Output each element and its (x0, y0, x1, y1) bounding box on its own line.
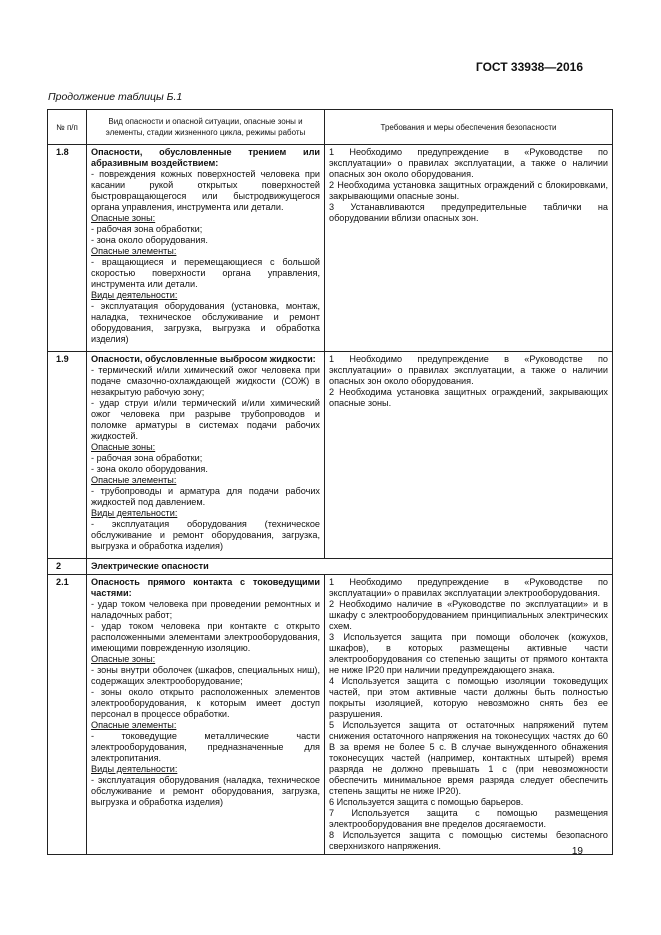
zones-text: - рабочая зона обработки; - зона около оборудования. (91, 453, 208, 474)
hazard-title: Опасности, обусловленные трением или абразивным воздействием: (91, 147, 320, 168)
zones-label: Опасные зоны: (91, 213, 156, 223)
elements-label: Опасные элементы: (91, 720, 177, 730)
hazard-title: Опасности, обусловленные выбросом жидкости: (91, 354, 316, 364)
row-number: 1.9 (48, 352, 87, 559)
elements-text: - вращающиеся и перемещающиеся с большой скоростью поверхности органа управления, инструмента или детали. (91, 257, 320, 289)
elements-label: Опасные элементы: (91, 246, 177, 256)
activity-text: - эксплуатация оборудования (техническое обслуживание и ремонт оборудования, загрузка, выгрузка и обработка изделия) (91, 519, 320, 551)
safety-requirements: 1 Необходимо предупреждение в «Руководстве по эксплуатации» о правилах эксплуатации, а также о наличии опасных зон около оборудования. 2 Необходима установка защитных ограждений с блокировками, закрывающими опасные зоны. 3 Устанавливаются предупредительные таблички на оборудовании вблизи опасных зон. (325, 145, 613, 352)
table-row (48, 145, 613, 352)
document-code: ГОСТ 33938—2016 (475, 60, 583, 74)
section-number: 2 (48, 559, 87, 575)
activity-text: - эксплуатация оборудования (наладка, техническое обслуживание и ремонт оборудования, загрузка, выгрузка и обработка изделия) (91, 775, 320, 807)
safety-requirements: 1 Необходимо предупреждение в «Руководстве по эксплуатации» о правилах эксплуатации электрооборудования. 2 Необходимо наличие в «Руководстве по эксплуатации» и в шкафу с электрооборудованием принципиальных электрических схем. 3 Используется защита при помощи оболочек (кожухов, шкафов), в которых размещены активные части электрооборудования со степенью защиты от прямого контакта не ниже IP20 при наличии предупреждающего знака. 4 Используется защита с помощью изоляции токоведущих частей, при этом активные части должны быть полностью покрыты изоляцией, которую невозможно снять без ее разрушения. 5 Используется защита от остаточных напряжений путем снижения остаточного напряжения на токонесущих частях до 60 В за время не более 5 с. В случае вынужденного обнажения токонесущих частей (например, контактных штырей) время разряда не должно превышать 1 с (при невозможности обеспечить минимальное время разряда следует обеспечить степень защиты не ниже IP20). 6 Используется защита с помощью барьеров. 7 Используется защита с помощью размещения электрооборудования вне пределов досягаемости. 8 Используется защита с помощью системы безопасного сверхнизкого напряжения. (325, 575, 613, 855)
row-number: 1.8 (48, 145, 87, 352)
hazard-situation: - удар током человека при проведении ремонтных и наладочных работ; - удар током человека при контакте с открыто расположенными элементами электрооборудования, имеющими поврежденную изоляцию. (91, 599, 320, 653)
activity-text: - эксплуатация оборудования (установка, монтаж, наладка, техническое обслуживание и ремонт оборудования, загрузка, выгрузка и обработка изделия) (91, 301, 320, 344)
col-header-req: Требования и меры обеспечения безопасности (325, 110, 613, 145)
zones-label: Опасные зоны: (91, 654, 156, 664)
safety-requirements: 1 Необходимо предупреждение в «Руководстве по эксплуатации» о правилах эксплуатации, а также о наличии опасных зон около оборудования. 2 Необходима установка защитных ограждений, закрывающих опасные зоны. (325, 352, 613, 559)
col-header-num: № п/п (48, 110, 87, 145)
table-caption: Продолжение таблицы Б.1 (48, 91, 183, 103)
page-number: 19 (571, 846, 583, 857)
hazards-table (47, 109, 613, 855)
zones-label: Опасные зоны: (91, 442, 156, 452)
hazard-description (87, 145, 325, 352)
section-row (48, 559, 613, 575)
elements-text: - трубопроводы и арматура для подачи рабочих жидкостей под давлением. (91, 486, 320, 507)
col-header-desc: Вид опасности и опасной ситуации, опасные зоны и элементы, стадии жизненного цикла, режимы работы (87, 110, 325, 145)
zones-text: - рабочая зона обработки; - зона около оборудования. (91, 224, 208, 245)
hazard-description (87, 575, 325, 855)
zones-text: - зоны внутри оболочек (шкафов, специальных ниш), содержащих электрооборудование; - зоны около открыто расположенных элементов электрооборудования, к которым имеет доступ персонал в процессе обработки. (91, 665, 320, 719)
table-row (48, 352, 613, 559)
hazard-situation: - термический и/или химический ожог человека при подаче смазочно-охлаждающей жидкости (СОЖ) в незакрытую рабочую зону; - удар струи и/или термический и/или химический ожог человека при разрыве трубопроводов и поломке арматуры в системах подачи рабочих жидкостей. (91, 365, 320, 441)
table-row (48, 575, 613, 855)
elements-label: Опасные элементы: (91, 475, 177, 485)
row-number: 2.1 (48, 575, 87, 855)
table-header-row (48, 110, 613, 145)
activity-label: Виды деятельности: (91, 290, 178, 300)
elements-text: - токоведущие металлические части электрооборудования, предназначенные для электропитания. (91, 731, 320, 763)
activity-label: Виды деятельности: (91, 508, 178, 518)
hazard-description (87, 352, 325, 559)
hazard-title: Опасность прямого контакта с токоведущими частями: (91, 577, 320, 598)
section-title: Электрические опасности (87, 559, 613, 575)
activity-label: Виды деятельности: (91, 764, 178, 774)
hazard-situation: - повреждения кожных поверхностей человека при касании рукой открытых поверхностей быстровращающегося или быстродвижущегося органа управления, инструмента или детали. (91, 169, 320, 212)
